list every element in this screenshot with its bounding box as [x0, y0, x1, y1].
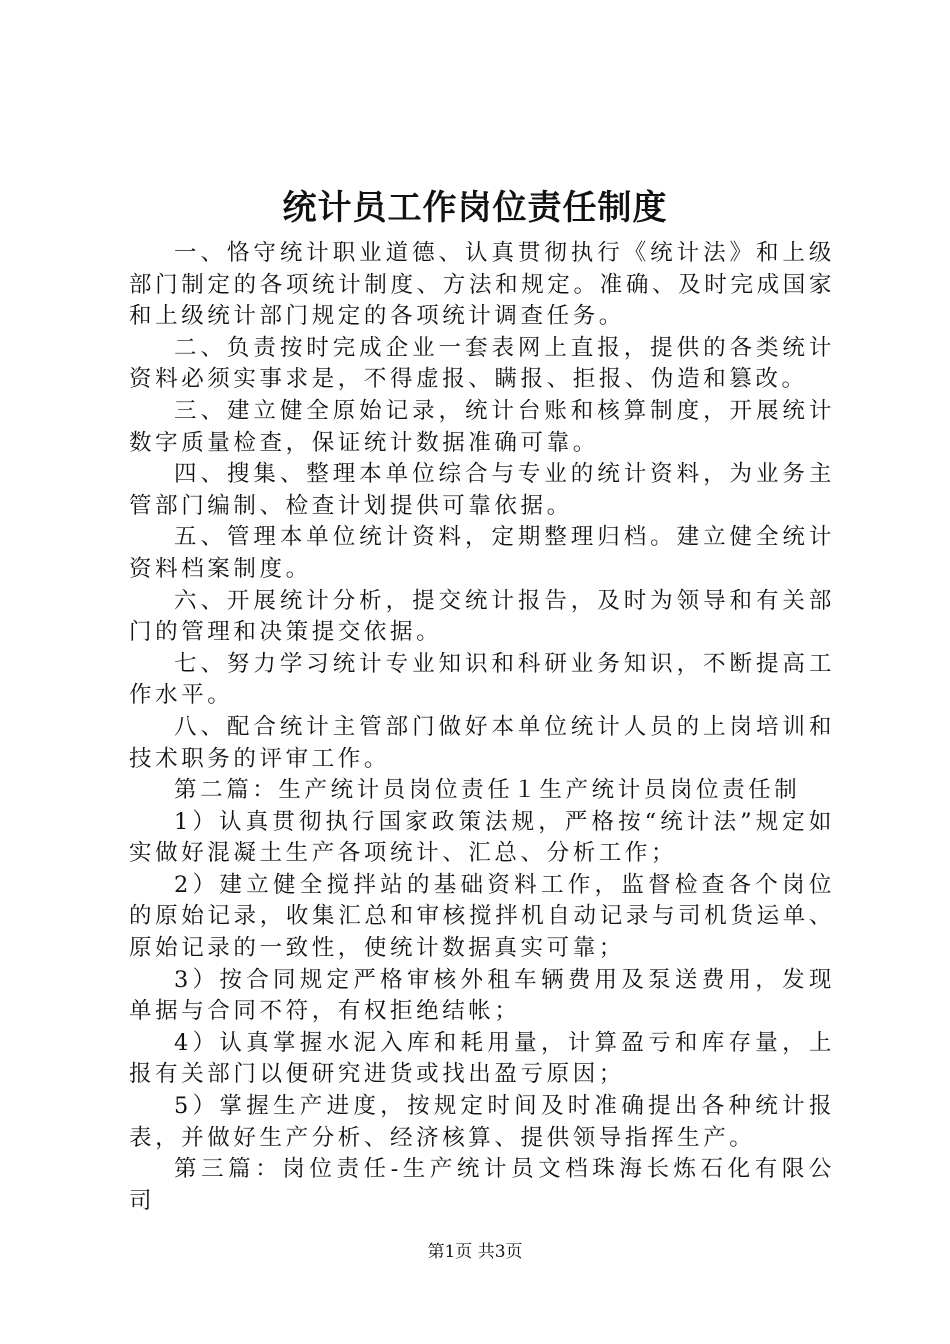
paragraph-3: 三、建立健全原始记录，统计台账和核算制度，开展统计数字质量检查，保证统计数据准确可靠。: [129, 397, 835, 456]
paragraph-7: 七、努力学习统计专业知识和科研业务知识，不断提高工作水平。: [129, 650, 835, 709]
paragraph-5: 五、管理本单位统计资料，定期整理归档。建立健全统计资料档案制度。: [129, 524, 835, 582]
duty-item-4: 4）认真掌握水泥入库和耗用量，计算盈亏和库存量，上报有关部门以便研究进货或找出盈亏原因；: [129, 1029, 835, 1088]
paragraph-1: 一、恪守统计职业道德、认真贯彻执行《统计法》和上级部门制定的各项统计制度、方法和规定。准确、及时完成国家和上级统计部门规定的各项统计调查任务。: [129, 240, 835, 330]
paragraph-2: 二、负责按时完成企业一套表网上直报，提供的各类统计资料必须实事求是，不得虚报、瞒报、拒报、伪造和篡改。: [129, 334, 835, 393]
paragraph-4: 四、搜集、整理本单位综合与专业的统计资料，为业务主管部门编制、检查计划提供可靠依据。: [129, 461, 835, 519]
duty-item-2: 2）建立健全搅拌站的基础资料工作，监督检查各个岗位的原始记录，收集汇总和审核搅拌机自动记录与司机货运单、原始记录的一致性，使统计数据真实可靠；: [129, 871, 835, 962]
section-heading-2: 第二篇：生产统计员岗位责任１生产统计员岗位责任制: [174, 777, 801, 804]
paragraph-6: 六、开展统计分析，提交统计报告，及时为领导和有关部门的管理和决策提交依据。: [129, 587, 835, 646]
paragraph-8: 八、配合统计主管部门做好本单位统计人员的上岗培训和技术职务的评审工作。: [129, 713, 835, 772]
document-title: 统计员工作岗位责任制度: [282, 188, 668, 228]
document-body: [129, 238, 835, 1217]
duty-item-5: 5）掌握生产进度，按规定时间及时准确提出各种统计报表，并做好生产分析、经济核算、提供领导指挥生产。: [129, 1093, 835, 1151]
page-number-footer: 第1页 共3页: [427, 1242, 523, 1262]
duty-item-3: 3）按合同规定严格审核外租车辆费用及泵送费用，发现单据与合同不符，有权拒绝结帐；: [129, 966, 835, 1025]
section-heading-3: 第三篇：岗位责任-生产统计员文档珠海长炼石化有限公司: [129, 1156, 835, 1214]
duty-item-1: 1）认真贯彻执行国家政策法规，严格按“统计法”规定如实做好混凝土生产各项统计、汇总、分析工作；: [129, 808, 835, 867]
